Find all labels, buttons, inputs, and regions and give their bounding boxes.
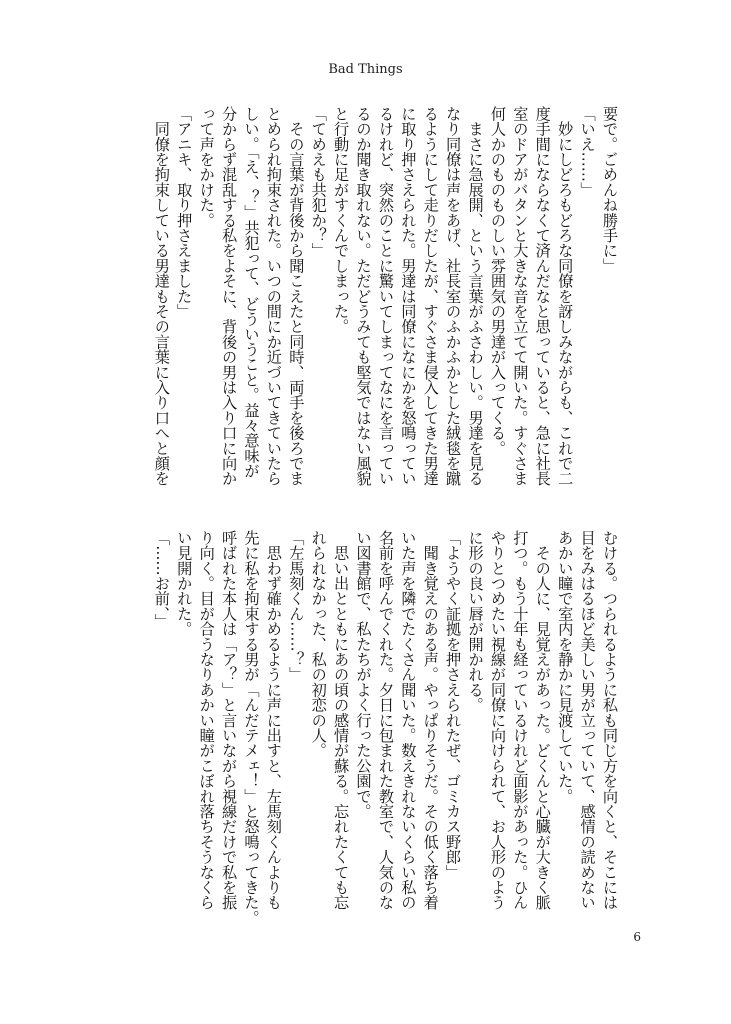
text-line: その人に、見覚えがあった。どくんと心臓が大きく脈 <box>533 530 552 910</box>
text-line: 「左馬刻くん……？」 <box>287 530 306 682</box>
text-line: と行動に足がすくんでしまった。 <box>332 106 351 334</box>
text-line: 思わず確かめるように声に出すと、左馬刻くんよりも <box>264 530 283 910</box>
text-line: 何人かのものものしい雰囲気の男達が入ってくる。 <box>488 106 507 456</box>
text-line: とめられ拘束された。いつの間にか近づいてきていたら <box>264 106 283 486</box>
page-number: 6 <box>633 930 641 944</box>
text-line: い図書館で、私たちがよく行った公園で。 <box>354 530 373 819</box>
text-line: 同僚を拘束している男達もその言葉に入り口へと顔を <box>152 106 171 486</box>
bottom-text-block <box>150 530 621 940</box>
text-line: いた声を隣でたくさん聞いた。数えきれないくらい私の <box>399 530 418 910</box>
text-line: まさに急展開、という言葉がふさわしい。男達を見る <box>466 106 485 486</box>
text-line: 室のドアがバタンと大きな音を立てて開いた。すぐさま <box>511 106 530 486</box>
text-line: 妙にしどろもどろな同僚を訝しみながらも、これで二 <box>556 106 575 486</box>
text-line: るようにして走りだしたが、すぐさま侵入してきた男達 <box>421 106 440 486</box>
text-line: 呼ばれた本人は「ア？」と言いながら視線だけで私を振 <box>220 530 239 910</box>
text-line: 打つ。もう十年も経っているけれど面影があった。ひん <box>511 530 530 910</box>
text-line: 「いえ……」 <box>578 106 597 198</box>
text-line: 聞き覚えのある声。やっぱりそうだ。その低く落ち着 <box>421 530 440 910</box>
text-line: い見開かれた。 <box>175 530 194 637</box>
text-line: れられなかった、私の初恋の人。 <box>309 530 328 758</box>
text-line: むける。つられるように私も同じ方を向くと、そこには <box>601 530 619 910</box>
text-line: 先に私を拘束する男が「んだテメェ！」と怒鳴ってきた。 <box>242 530 261 926</box>
top-text-block <box>150 106 621 516</box>
text-line: 分からず混乱する私をよそに、背後の男は入り口に向か <box>220 106 239 487</box>
text-line: り向く。目が合うなりあかい瞳がこぼれ落ちそうなくら <box>197 530 216 910</box>
text-line: あかい瞳で室内を静かに見渡していた。 <box>556 530 575 804</box>
text-line: るのか聞き取れない。ただどうみても堅気ではない風貌 <box>354 106 373 486</box>
text-line: 名前を呼んでくれた。夕日に包まれた教室で、人気のな <box>376 530 395 910</box>
text-line: 「ようやく証拠を押さえられたぜ、ゴミカス野郎」 <box>444 530 463 880</box>
text-line: 「……お前、」 <box>152 530 171 629</box>
text-line: 目をみはるほど美しい男が立っていて、感情の読めない <box>578 530 597 910</box>
text-line: 「アニキ、取り押さえました」 <box>175 106 194 319</box>
text-line: って声をかけた。 <box>197 106 216 228</box>
text-line: しい。「え、？」共犯って、どういうこと。益々意味が <box>242 106 261 479</box>
text-line: やりとつめたい視線が同僚に向けられて、お人形のよう <box>488 530 507 910</box>
running-header: Bad Things <box>328 62 403 77</box>
text-line: なり同僚は声をあげ、社長室のふかふかとした絨毯を蹴 <box>444 106 463 486</box>
text-line: その言葉が背後から聞こえたと同時、両手を後ろでま <box>287 106 306 486</box>
text-line: 要で。ごめんね勝手に」 <box>601 106 619 274</box>
text-line: るけれど、突然のことに驚いてしまってなにを言ってい <box>376 106 395 486</box>
text-line: 思い出とともにあの頃の感情が蘇る。忘れたくても忘 <box>332 530 351 910</box>
text-line: 「てめえも共犯か？」 <box>309 106 328 258</box>
text-line: に取り押さえられた。男達は同僚になにかを怒鳴ってい <box>399 106 418 486</box>
text-line: に形の良い唇が開かれる。 <box>466 530 485 713</box>
text-line: 度手間にならなくて済んだなと思っていると、急に社長 <box>533 106 552 486</box>
